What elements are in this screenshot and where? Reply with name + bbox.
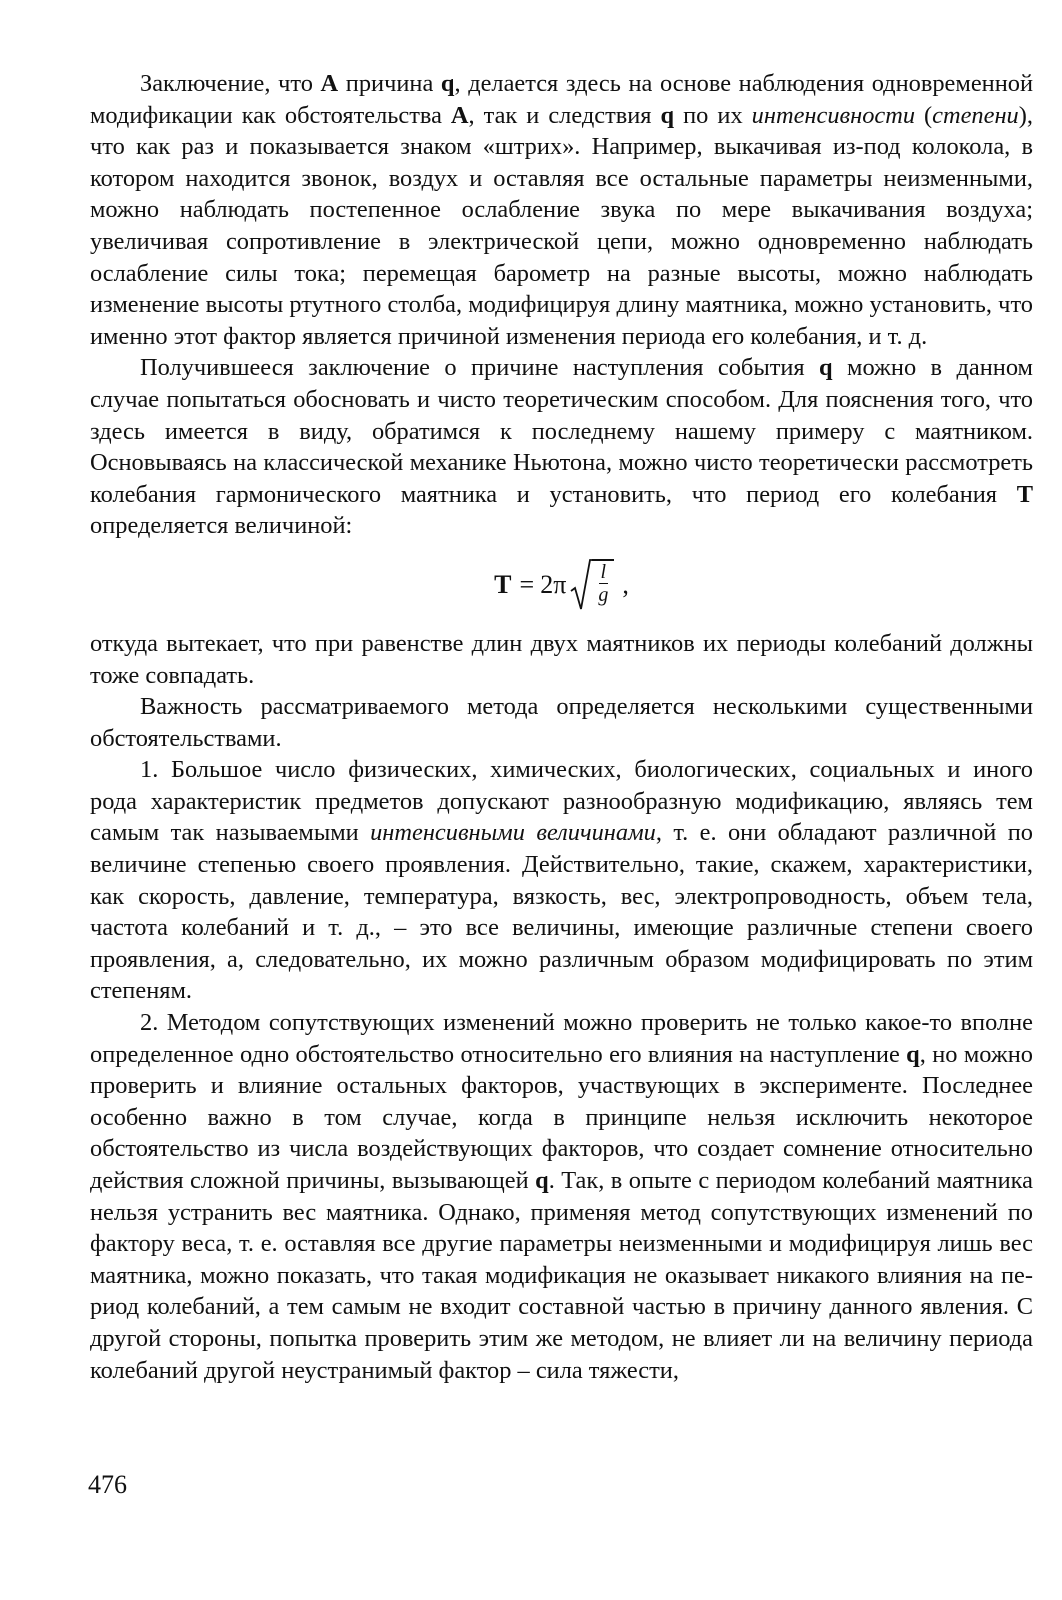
paragraphs-after-formula <box>90 628 1033 1386</box>
formula-lhs: T <box>494 570 512 600</box>
paragraph: откуда вытекает, что при равенстве длин двух маятников их периоды колебаний должны тоже совпадать. <box>90 629 1033 689</box>
page-number: 476 <box>88 1470 127 1499</box>
square-root <box>570 559 614 611</box>
radical-sign-icon <box>570 559 592 611</box>
formula-coefficient: 2π <box>540 570 567 600</box>
paragraph: 1. Большое число физических, химических, биологических, социальных и иного рода характеристик предметов допускают разнообразную модификацию, являясь тем самым так называемыми интенсивными величинами, т. е. они обладают различной по величине степенью своего проявления. Действительно, такие, скажем, характеристики, как скорость, давление, температура, вязкость, вес, электропроводность, объем тела, частота колебаний и т. д., – это все величины, имеющие различные степени своего проявления, а, следовательно, их можно различным образом модифицировать по этим степеням. <box>90 756 1033 1005</box>
formula-numerator: l <box>600 560 607 583</box>
paragraph: 2. Методом сопутствующих изменений можно проверить не только какое-то вполне определенное одно обстоятельство относительно его влияния на наступление q, но можно проверить и влияние остальных факторов, участвующих в эксперименте. Последнее особенно важно в том случае, когда в принципе нельзя исключить некоторое обстоятельство из числа воздействующих факторов, что создает сомнение относительно действия сложной причины, вызывающей q. Так, в опыте с периодом колебаний маятника нельзя устранить вес маятника. Однако, применяя метод сопутствующих изменений по фактору веса, т. е. оставляя все другие параметры неизменными и модифицируя лишь вес маятника, можно показать, что такая модификация не оказывает никакого влияния на период колебаний, а тем самым не входит составной частью в причину данного явления. С другой стороны, попытка проверить этим же методом, не влияет ли на величину периода колебаний другой неустранимый фактор – сила тяжести, <box>90 1009 1033 1384</box>
body-text <box>90 68 1033 1386</box>
paragraph: Заключение, что А причина q, делается здесь на основе наблюдения одновременной модификации как обстоятельства А, так и следствия q по их интенсивности (степени), что как раз и показывается знаком «штрих». Например, выкачивая из-под колокола, в котором находится звонок, воздух и оставляя все остальные параметры неизменными, можно наблюдать постепенное ослабление звука по мере выкачивания воздуха; увеличивая сопротивление в электрической цепи, можно одновременно наблюдать ослабление силы тока; перемещая барометр на разные высоты, можно наблюдать изменение высоты ртутного столба, модифицируя длину маятника, можно установить, что именно этот фактор является причиной изменения периода его колебания, и т. д. <box>90 70 1033 350</box>
formula-denominator: g <box>598 583 609 606</box>
pendulum-period-formula <box>90 542 1033 628</box>
formula-fraction <box>592 559 614 611</box>
formula-comma: , <box>622 570 629 600</box>
paragraph: Получившееся заключение о причине наступления события q можно в данном случае попытаться обосновать и чисто теоретическим способом. Для пояснения того, что здесь имеется в виду, обратимся к последнему нашему примеру с маятником. Основываясь на классической механике Ньютона, можно чисто теоретически рассмотреть колебания гармонического маятника и установить, что период его колебания Т определяется величиной: <box>90 354 1033 540</box>
paragraph: Важность рассматриваемого метода определяется несколькими существенными обстоятельствами. <box>90 693 1033 752</box>
formula-equals: = <box>519 570 535 600</box>
